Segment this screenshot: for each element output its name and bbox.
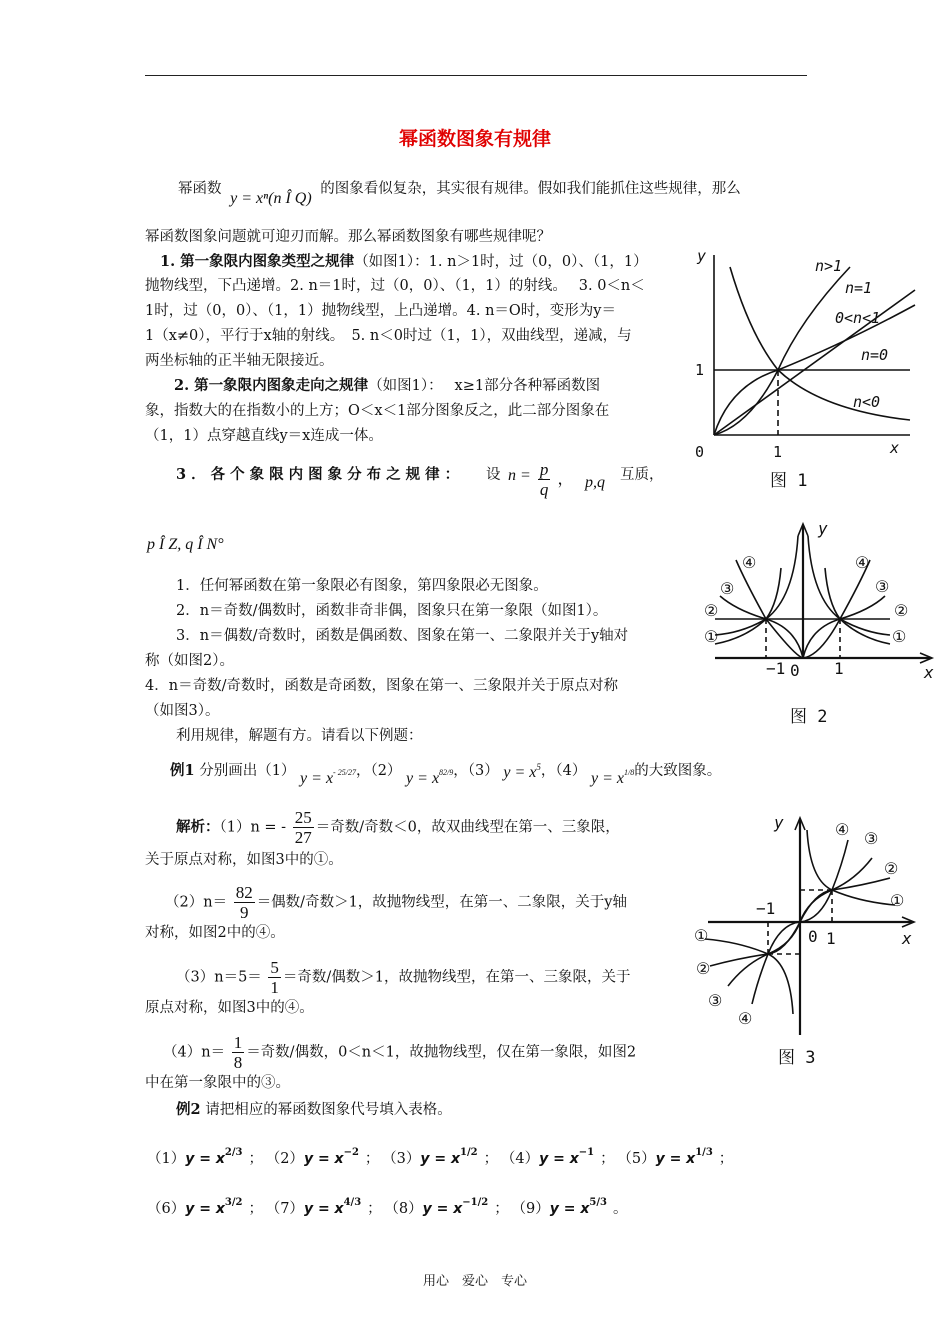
solution-1: 解析：（1）n = - $\frac{25}{27}$ ＝奇数/奇数＜0，故双曲线型在第一、三象限， xyxy=(176,808,620,847)
fig2-label-neg1: −1 xyxy=(766,659,786,678)
solution-2: （2）n＝ $\frac{82}{9}$ ＝偶数/奇数＞1，故抛物线型，在第一、二象限，关于y轴 xyxy=(165,883,627,922)
fig3-label-x: x xyxy=(902,929,912,948)
rule2-heading: 2. 第一象限内图象走向之规律 xyxy=(174,377,369,394)
fig1-label-y: y xyxy=(697,247,707,265)
example2-row2 xyxy=(147,1196,637,1222)
fig1-label-ngt1: n>1 xyxy=(815,257,843,275)
solution-3-cont: 原点对称，如图3中的④。 xyxy=(145,1000,314,1016)
example1-line: 例1 分别画出（1） $y = x^{- 25/27}$，（2） $y = x^{82/9}$，（3） $y = x^5$，（4） $y = x^{1/8}$的大致图象。 xyxy=(170,762,722,787)
fig3-label-o: 0 xyxy=(808,927,818,946)
rule3-pq: p,q xyxy=(585,474,605,491)
fig3-label-neg1: −1 xyxy=(756,899,776,918)
fig3-c3-top: ③ xyxy=(864,829,879,848)
fig1-label-x: x xyxy=(890,439,900,457)
rule2-line1: 2. 第一象限内图象走向之规律（如图1）： x≥1部分各种幂函数图 xyxy=(174,377,601,394)
page-footer: 用心 爱心 专心 xyxy=(422,1274,527,1289)
rule2-line2: 象，指数大的在指数小的上方；O＜x＜1部分图象反之，此二部分图象在 xyxy=(145,403,610,419)
fig3-c4-bottom: ④ xyxy=(738,1009,753,1028)
rule1-line5: 两坐标轴的正半轴无限接近。 xyxy=(145,353,334,369)
fig3-c4-top: ④ xyxy=(835,820,850,839)
fig2-c3-right: ③ xyxy=(875,577,890,596)
fig1-label-o: 0 xyxy=(695,443,705,461)
example2-item: $(9)y = x^{5/3}$ 。 xyxy=(518,1197,628,1217)
fig1-label-1y: 1 xyxy=(695,361,705,379)
example2-label: 例2 xyxy=(176,1101,201,1118)
rule3-condition: p Î Z, q Î N° xyxy=(147,536,224,553)
fig2-c1-right: ① xyxy=(892,627,907,646)
fig1-caption: 图 1 xyxy=(770,471,808,491)
solution-4: （4）n＝ $\frac{1}{8}$ ＝奇数/偶数，0＜n＜1，故抛物线型，仅在第一象限，如图2 xyxy=(163,1033,637,1072)
fig2-label-x: x xyxy=(924,663,934,682)
example2-item: $(8)y = x^{-1/2}$ ； xyxy=(391,1197,509,1217)
example2-line: 例2 请把相应的幂函数图象代号填入表格。 xyxy=(176,1101,452,1118)
example1-f4: $y = x^{1/8}$ xyxy=(590,768,635,787)
fig2-c4-left: ④ xyxy=(742,553,757,572)
fig2-curve-3r xyxy=(803,596,885,658)
solution-2-cont: 对称，如图2中的④。 xyxy=(145,925,285,941)
intro-formula: y = xⁿ(n Î Q) xyxy=(230,190,312,207)
rule1-line3: 1时，过（0，0）、（1，1）抛物线型，上凸递增。4. n＝O时，变形为y＝ xyxy=(145,303,616,319)
example2-item: $(2)y = x^{-2}$ ； xyxy=(272,1147,380,1167)
rule3-coprime: 互质， xyxy=(620,467,664,483)
fig3-curve-1 xyxy=(807,830,895,905)
example2-item: $(3)y = x^{1/2}$ ； xyxy=(389,1147,499,1167)
figure-2 xyxy=(700,518,940,698)
fig1-label-n01: 0<n<1 xyxy=(835,309,881,327)
example2-item: $(7)y = x^{4/3}$ ； xyxy=(272,1197,382,1217)
fig3-label-1: 1 xyxy=(826,929,836,948)
fig1-label-1x: 1 xyxy=(773,443,783,461)
rule1-heading: 1. 第一象限内图象类型之规律 xyxy=(160,253,355,270)
rule2-line3: （1，1）点穿越直线y＝x连成一体。 xyxy=(145,428,383,444)
example2-row1 xyxy=(147,1146,743,1172)
example1-f1: $y = x^{- 25/27}$ xyxy=(300,768,356,787)
rule3-heading: 3．各个象限内图象分布之规律： xyxy=(176,466,465,483)
fig1-label-n0: n=0 xyxy=(861,346,889,364)
fig3-label-y: y xyxy=(774,813,784,832)
solution-3: （3）n＝5＝ $\frac{5}{1}$ ＝奇数/偶数＞1，故抛物线型，在第一、三象限，关于 xyxy=(176,958,631,997)
fig2-caption: 图 2 xyxy=(790,707,828,727)
rule3-n-fraction: n = $\frac{p}{q}$ ， xyxy=(508,460,574,499)
rule3-item2: 2．n＝奇数/偶数时，函数非奇非偶，图象只在第一象限（如图1）。 xyxy=(176,603,608,619)
fig2-c4-right: ④ xyxy=(855,553,870,572)
fig3-c2-bottom: ② xyxy=(696,959,711,978)
rule3-item3: 3．n＝偶数/奇数时，函数是偶函数、图象在第一、二象限并关于y轴对 xyxy=(176,628,629,644)
fig1-label-nlt0: n<0 xyxy=(853,393,881,411)
rule3-item4: 4．n＝奇数/奇数时，函数是奇函数，图象在第一、三象限并关于原点对称 xyxy=(145,678,618,694)
page-title: 幂函数图象有规律 xyxy=(398,128,551,150)
fig2-label-1: 1 xyxy=(834,659,844,678)
fig3-caption: 图 3 xyxy=(778,1048,816,1068)
rule3-item3-cont: 称（如图2）。 xyxy=(145,653,234,669)
fig2-c2-left: ② xyxy=(704,601,719,620)
rule3-lead-in: 利用规律，解题有方。请看以下例题： xyxy=(176,728,423,744)
fig3-c2-top: ② xyxy=(884,859,899,878)
fig2-c2-right: ② xyxy=(894,601,909,620)
rule1-line4: 1（x≠0），平行于x轴的射线。 5. n＜0时过（1，1），双曲线型，递减，与 xyxy=(145,328,632,344)
example2-item: $(4)y = x^{-1}$ ； xyxy=(508,1147,615,1167)
example2-item: $(6)y = x^{3/2}$ ； xyxy=(147,1197,263,1217)
figure-3 xyxy=(690,810,930,1040)
fig2-label-o: 0 xyxy=(790,661,800,680)
solution-1-cont: 关于原点对称，如图3中的①。 xyxy=(145,852,343,868)
rule3-item1: 1．任何幂函数在第一象限必有图象，第四象限必无图象。 xyxy=(176,578,548,594)
fig2-c3-left: ③ xyxy=(720,579,735,598)
figure-1 xyxy=(685,245,920,465)
header-rule xyxy=(145,75,807,76)
intro-line1: 幂函数 y = xⁿ(n Î Q) 的图象看似复杂，其实很有规律。假如我们能抓住这些规律，那么 xyxy=(178,181,741,207)
example1-f2: $y = x^{82/9}$ xyxy=(406,768,454,787)
fig1-label-neq1: n=1 xyxy=(845,279,873,297)
fig1-curve-nlt0 xyxy=(730,267,910,420)
example1-f3: $y = x^5$ xyxy=(503,762,541,781)
rule3-set: 设 xyxy=(486,467,501,483)
fig3-curve-2 xyxy=(800,878,890,922)
fig3-c3-bottom: ③ xyxy=(708,991,723,1010)
solution-4-cont: 中在第一象限中的③。 xyxy=(145,1075,290,1091)
fig2-c1-left: ① xyxy=(704,627,719,646)
rule3-item4-cont: （如图3）。 xyxy=(145,703,220,719)
rule1-line2: 抛物线型，下凸递增。2. n＝1时，过（0，0）、（1，1）的射线。 3. 0＜n＜ xyxy=(145,278,645,294)
fig3-c1-top: ① xyxy=(890,891,905,910)
fig2-label-y: y xyxy=(818,519,828,538)
solution-label: 解析： xyxy=(176,818,220,836)
intro-line2: 幂函数图象问题就可迎刃而解。那么幂函数图象有哪些规律呢？ xyxy=(145,229,551,245)
rule1-line1: 1. 第一象限内图象类型之规律（如图1）：1. n＞1时，过（0，0）、（1，1） xyxy=(160,253,648,270)
example1-label: 例1 xyxy=(170,762,195,779)
example2-item: $(1)y = x^{2/3}$ ； xyxy=(147,1147,263,1167)
fig3-c1-bottom: ① xyxy=(694,926,709,945)
example2-item: $(5)y = x^{1/3}$ ； xyxy=(624,1147,734,1167)
